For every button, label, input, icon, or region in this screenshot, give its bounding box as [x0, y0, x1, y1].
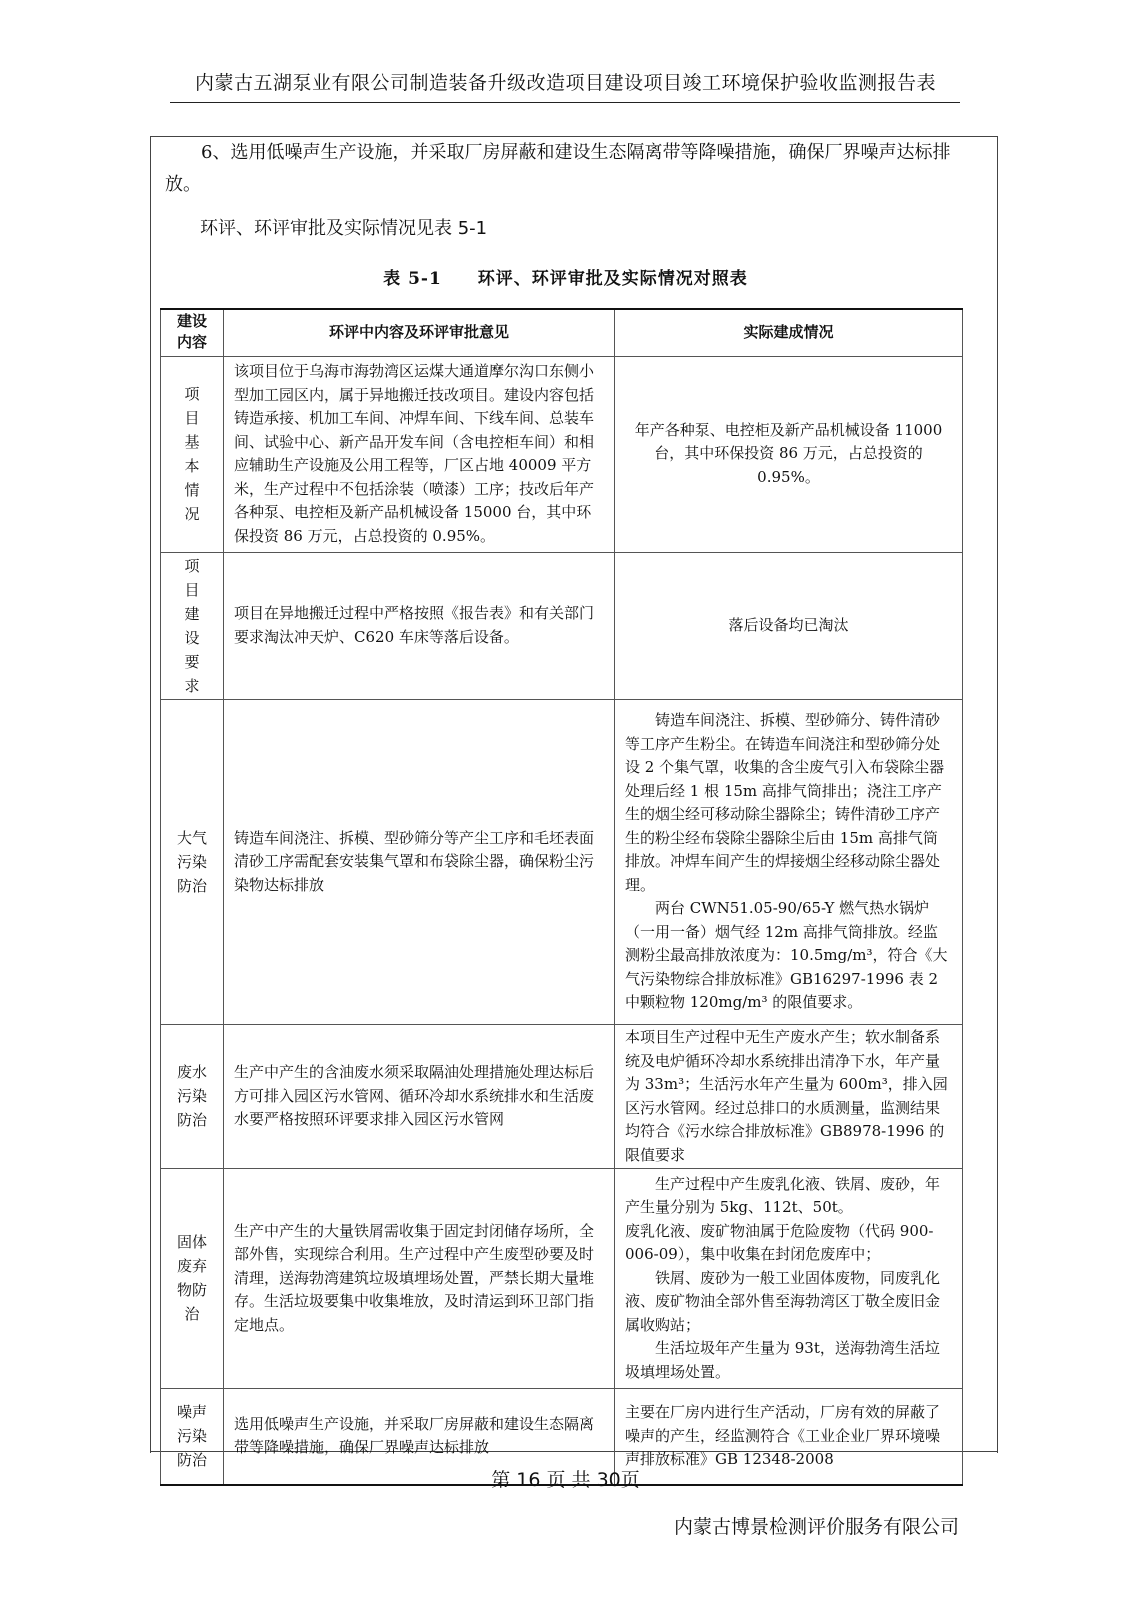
actual-paragraph: 两台 CWN51.05-90/65-Y 燃气热水锅炉（一用一备）烟气经 12m 高排气筒排放。经监测粉尘最高排放浓度为：10.5mg/m³，符合《大气污染物综合排放标准》GB16297-1996 表 2 中颗粒物 120mg/m³ 的限值要求。 — [625, 899, 948, 1012]
row-requirement: 生产中产生的含油废水须采取隔油处理措施处理达标后方可排入园区污水管网、循环冷却水系统排水和生活废水要严格按照环评要求排入园区污水管网 — [224, 1025, 615, 1169]
table-row — [161, 552, 963, 700]
header-category: 建设内容 — [161, 309, 224, 356]
row-category: 项目建设要求 — [161, 552, 224, 700]
row-actual — [615, 700, 963, 1025]
table-caption: 表 5-1 环评、环评审批及实际情况对照表 — [383, 269, 748, 289]
actual-paragraph: 废乳化液、废矿物油属于危险废物（代码 900-006-09），集中收集在封闭危废库中； — [625, 1221, 934, 1264]
table-row — [161, 1169, 963, 1389]
header-actual: 实际建成情况 — [615, 309, 963, 356]
header-requirement: 环评中内容及环评审批意见 — [224, 309, 615, 356]
table-row — [161, 1025, 963, 1169]
actual-paragraph: 铁屑、废砂为一般工业固体废物，同废乳化液、废矿物油全部外售至海勃湾区丁敬全废旧金属收购站； — [625, 1268, 941, 1334]
row-actual: 年产各种泵、电控柜及新产品机械设备 11000 台，其中环保投资 86 万元，占总投资的 0.95%。 — [615, 356, 963, 552]
intro-measure-6: 6、选用低噪声生产设施，并采取厂房屏蔽和建设生态隔离带等降噪措施，确保厂界噪声达标排放。 — [165, 142, 951, 195]
page-header-title: 内蒙古五湖泵业有限公司制造装备升级改造项目建设项目竣工环境保护验收监测报告表 — [194, 72, 936, 94]
row-category: 噪声污染防治 — [161, 1389, 224, 1485]
row-actual: 本项目生产过程中无生产废水产生；软水制备系统及电炉循环冷却水系统排出清净下水，年产量为 33m³；生活污水年产生量为 600m³，排入园区污水管网。经过总排口的水质测量，监测结果均符合《污水综合排放标准》GB8978-1996 的限值要求 — [615, 1025, 963, 1169]
row-category: 项目基本情况 — [161, 356, 224, 552]
row-requirement: 铸造车间浇注、拆模、型砂筛分等产尘工序和毛坯表面清砂工序需配套安装集气罩和布袋除尘器，确保粉尘污染物达标排放 — [224, 700, 615, 1025]
comparison-table — [160, 308, 963, 1486]
row-category: 大气污染防治 — [161, 700, 224, 1025]
actual-paragraph: 铸造车间浇注、拆模、型砂筛分、铸件清砂等工序产生粉尘。在铸造车间浇注和型砂筛分处设 2 个集气罩，收集的含尘废气引入布袋除尘器处理后经 1 根 15m 高排气筒排出；浇注工序产生的烟尘经可移动除尘器除尘；铸件清砂工序产生的粉尘经布袋除尘器除尘后由 15m 高排气筒排放。冲焊车间产生的焊接烟尘经移动除尘器处理。 — [625, 711, 945, 894]
row-requirement: 选用低噪声生产设施，并采取厂房屏蔽和建设生态隔离带等降噪措施，确保厂界噪声达标排放 — [224, 1389, 615, 1485]
table-header-row — [161, 309, 963, 356]
row-category: 固体废弃物防治 — [161, 1169, 224, 1389]
row-requirement: 生产中产生的大量铁屑需收集于固定封闭储存场所，全部外售，实现综合利用。生产过程中产生废型砂要及时清理，送海勃湾建筑垃圾填埋场处置，严禁长期大量堆存。生活垃圾要集中收集堆放，及时清运到环卫部门指定地点。 — [224, 1169, 615, 1389]
header-rule — [170, 102, 960, 103]
table-row — [161, 356, 963, 552]
row-actual: 主要在厂房内进行生产活动，厂房有效的屏蔽了噪声的产生，经监测符合《工业企业厂界环境噪声排放标准》GB 12348-2008 — [615, 1389, 963, 1485]
actual-paragraph: 生活垃圾年产生量为 93t，送海勃湾生活垃圾填埋场处置。 — [625, 1339, 940, 1381]
footer-company: 内蒙古博景检测评价服务有限公司 — [673, 1516, 959, 1538]
actual-paragraph: 生产过程中产生废乳化液、铁屑、废砂，年产生量分别为 5kg、112t、50t。 — [625, 1174, 941, 1217]
row-actual — [615, 1169, 963, 1389]
row-category: 废水污染防治 — [161, 1025, 224, 1169]
row-requirement: 项目在异地搬迁过程中严格按照《报告表》和有关部门要求淘汰冲天炉、C620 车床等落后设备。 — [224, 552, 615, 700]
table-row — [161, 700, 963, 1025]
table-reference-text: 环评、环评审批及实际情况见表 5-1 — [200, 218, 488, 239]
page-number: 第 16 页 共 30页 — [491, 1469, 640, 1491]
row-requirement: 该项目位于乌海市海勃湾区运煤大通道摩尔沟口东侧小型加工园区内，属于异地搬迁技改项目。建设内容包括铸造承接、机加工车间、冲焊车间、下线车间、总装车间、试验中心、新产品开发车间（含电控柜车间）和相应辅助生产设施及公用工程等，厂区占地 40009 平方米，生产过程中不包括涂装（喷漆）工序；技改后年产各种泵、电控柜及新产品机械设备 15000 台，其中环保投资 86 万元，占总投资的 0.95%。 — [224, 356, 615, 552]
row-actual: 落后设备均已淘汰 — [615, 552, 963, 700]
